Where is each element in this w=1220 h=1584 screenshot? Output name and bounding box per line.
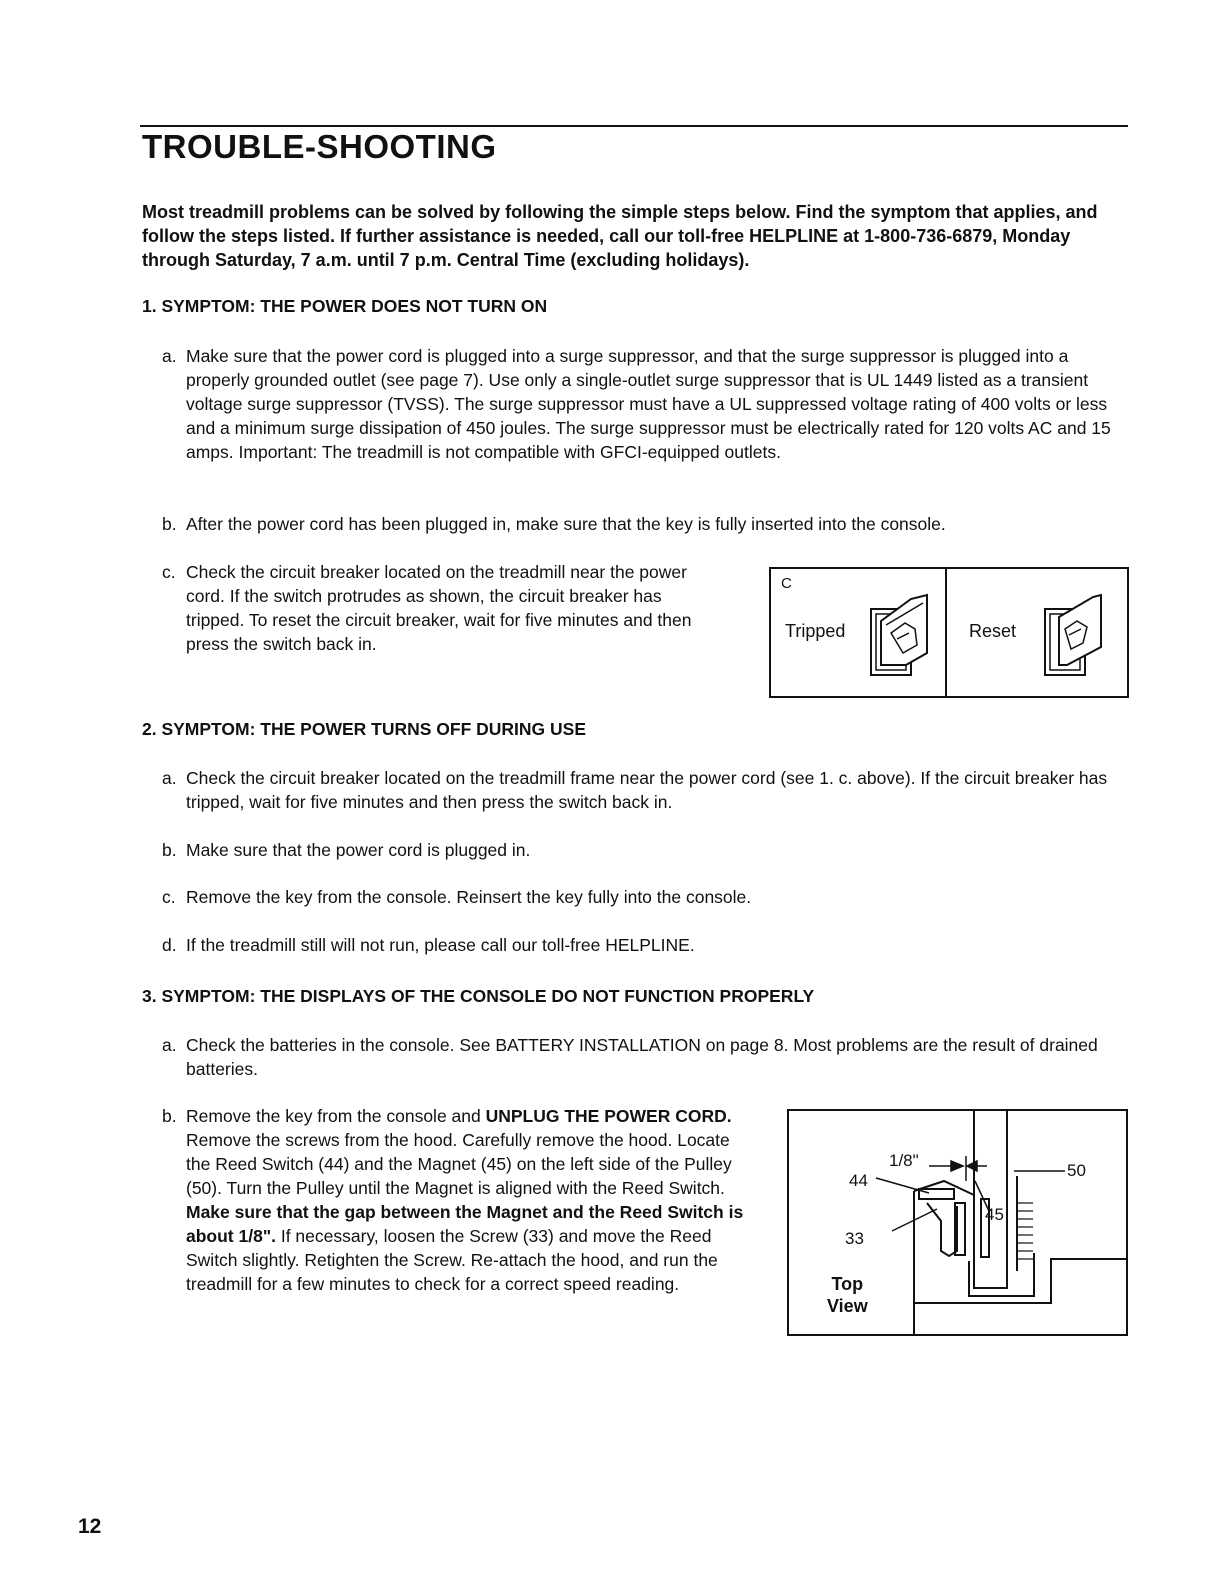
top-view-label (827, 1273, 868, 1317)
gap-warning: Make sure that the gap between the Magnet and the Reed Switch is about 1/8". (186, 1202, 744, 1246)
reset-switch-icon (1043, 581, 1105, 685)
step-label: d. (162, 935, 177, 955)
symptom-2-step-c (162, 885, 1128, 909)
symptom-2-step-a (162, 766, 1128, 814)
header-rule (140, 125, 1128, 127)
figure-divider (945, 569, 947, 696)
step-text: After the power cord has been plugged in, make sure that the key is fully inserted into the console. (186, 514, 946, 534)
symptom-1-step-a (162, 344, 1128, 464)
step-text: Remove the key from the console. Reinsert the key fully into the console. (186, 887, 752, 907)
page-title: TROUBLE-SHOOTING (142, 128, 497, 165)
gap-label: 1/8" (889, 1151, 919, 1170)
step-label: c. (162, 562, 176, 582)
unplug-warning: UNPLUG THE POWER CORD. (485, 1106, 732, 1126)
step-text-part: If necessary, loosen the Screw (33) and move the Reed Switch slightly. Retighten the Screw. Re-attach the hood, and run the treadmill for a few minutes to check for a correct speed reading. (186, 1226, 718, 1294)
figure-label: C (781, 575, 792, 592)
part-44-label: 44 (849, 1171, 868, 1190)
symptom-1-heading: 1. SYMPTOM: THE POWER DOES NOT TURN ON (142, 296, 548, 316)
step-text: Make sure that the power cord is plugged into a surge suppressor, and that the surge suppressor is plugged into a properly grounded outlet (see page 7). Use only a single-outlet surge suppressor that is UL 1449 listed as a transient voltage surge suppressor (TVSS). The surge suppressor must have a UL suppressed voltage rating of 400 volts or less and a minimum surge dissipation of 450 joules. The surge suppressor must be electrically rated for 120 volts AC and 15 amps. Important: The treadmill is not compatible with GFCI-equipped outlets. (186, 346, 1111, 462)
step-text: Check the batteries in the console. See BATTERY INSTALLATION on page 8. Most problems are the result of drained batteries. (186, 1035, 1098, 1079)
reset-label: Reset (969, 621, 1017, 641)
top-view-line-2: View (827, 1296, 868, 1316)
step-label: b. (162, 514, 177, 534)
symptom-1-step-b (162, 512, 1128, 536)
tripped-label: Tripped (785, 621, 846, 641)
circuit-breaker-figure (769, 567, 1129, 698)
step-text: Check the circuit breaker located on the treadmill frame near the power cord (see 1. c. above). If the circuit breaker has tripped, wait for five minutes and then press the switch back in. (186, 768, 1108, 812)
symptom-2-heading: 2. SYMPTOM: THE POWER TURNS OFF DURING USE (142, 719, 587, 739)
step-label: a. (162, 1035, 177, 1055)
step-text: Check the circuit breaker located on the treadmill near the power cord. If the switch protrudes as shown, the circuit breaker has tripped. To reset the circuit breaker, wait for five minutes and then press the switch back in. (186, 562, 692, 654)
part-33-label: 33 (845, 1229, 864, 1248)
symptom-3-heading: 3. SYMPTOM: THE DISPLAYS OF THE CONSOLE DO NOT FUNCTION PROPERLY (142, 986, 815, 1006)
step-label: c. (162, 887, 176, 907)
tripped-switch-icon (869, 581, 931, 685)
symptom-1-step-c (162, 560, 722, 656)
intro-paragraph: Most treadmill problems can be solved by following the simple steps below. Find the symptom that applies, and follow the steps listed. If further assistance is needed, call our toll-free HELPLINE at 1-800-736-6879, Monday through Saturday, 7 a.m. until 7 p.m. Central Time (excluding holidays). (142, 202, 1098, 270)
step-text: Make sure that the power cord is plugged in. (186, 840, 531, 860)
reed-switch-figure (787, 1109, 1128, 1336)
step-text (162, 1104, 752, 1296)
symptom-3-step-a (162, 1033, 1128, 1081)
step-label: a. (162, 346, 177, 366)
step-label: a. (162, 768, 177, 788)
step-label: b. (162, 840, 177, 860)
step-text-part: Remove the key from the console and (186, 1106, 486, 1126)
step-text-part: Remove the screws from the hood. Carefully remove the hood. Locate the Reed Switch (44) and the Magnet (45) on the left side of the Pulley (50). Turn the Pulley until the Magnet is aligned with the Reed Switch. (186, 1130, 732, 1198)
part-45-label: 45 (985, 1205, 1004, 1224)
page-number: 12 (78, 1515, 102, 1538)
step-text: If the treadmill still will not run, please call our toll-free HELPLINE. (186, 935, 695, 955)
part-50-label: 50 (1067, 1161, 1086, 1180)
symptom-3-step-b (162, 1104, 752, 1296)
symptom-2-step-d (162, 933, 1128, 957)
step-label: b. (162, 1106, 177, 1126)
symptom-2-step-b (162, 838, 1128, 862)
top-view-line-1: Top (831, 1274, 864, 1294)
